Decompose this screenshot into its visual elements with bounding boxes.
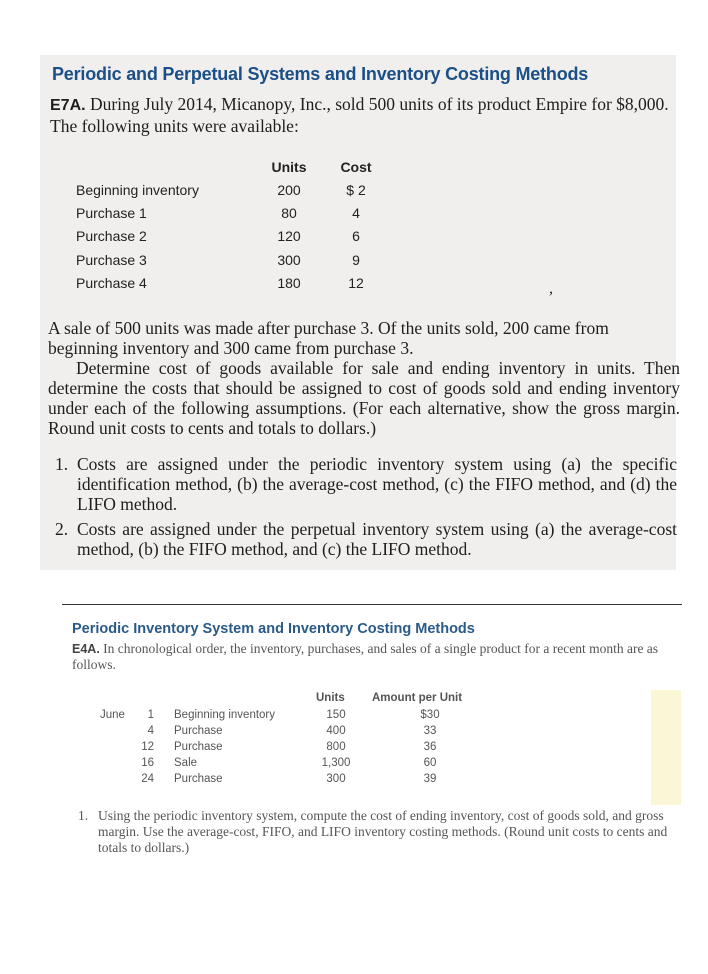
month-label: June [100, 709, 125, 721]
requirement-1 [55, 454, 677, 514]
row-amount: 39 [423, 773, 437, 785]
table-row [76, 272, 388, 295]
requirement-text: Costs are assigned under the periodic inventory system using (a) the specific identification method, (b) the average-cost method, (c) the FIFO method, and (d) the LIFO method. [77, 454, 677, 514]
section-title-bottom: Periodic Inventory System and Inventory Costing Methods [72, 621, 475, 637]
requirement-number: 2. [55, 519, 69, 539]
cost-header: Cost [340, 159, 372, 175]
exercise-label-e4a: E4A. [72, 642, 100, 656]
exercise-label-e7a: E7A. [50, 97, 86, 114]
row-day: 1 [147, 709, 154, 721]
exercise-intro-bottom [72, 641, 677, 673]
highlight-strip [651, 690, 681, 805]
table-row [72, 709, 532, 725]
row-units: 300 [277, 251, 301, 268]
stray-mark: , [549, 280, 553, 297]
row-cost: 6 [352, 228, 360, 245]
section-divider [62, 604, 682, 605]
exercise-intro-top [50, 94, 680, 136]
requirement-bottom [78, 808, 674, 856]
row-day: 24 [141, 773, 154, 785]
table-row [76, 201, 388, 224]
table-row [72, 741, 532, 757]
requirement-text: Using the periodic inventory system, compute the cost of ending inventory, cost of goods sold, and gross margin. Use the average-cost, FIFO, and LIFO inventory costing methods. (Round unit costs to cents and totals to dollars.) [98, 808, 668, 855]
row-units: 80 [281, 205, 297, 222]
row-units: 800 [326, 741, 346, 753]
row-desc: Sale [174, 757, 198, 769]
instructions-paragraph: Determine cost of goods available for sale and ending inventory in units. Then determine the costs that should be assigned to cost of goods sold and ending inventory under each of the following assumptions. (For each alternative, show the gross margin. Round unit costs to cents and totals to dollars.) [48, 358, 680, 438]
section-title-top: Periodic and Perpetual Systems and Inventory Costing Methods [52, 64, 589, 84]
row-amount: 33 [423, 725, 437, 737]
table-row [72, 773, 532, 789]
intro-text-bottom: In chronological order, the inventory, purchases, and sales of a single product for a recent month are as follows. [72, 641, 659, 672]
table-row [76, 225, 388, 248]
row-units: 120 [277, 228, 301, 245]
row-cost: 4 [352, 205, 360, 222]
row-units: 150 [326, 709, 346, 721]
amount-header: Amount per Unit [372, 692, 463, 704]
row-label: Purchase 3 [76, 251, 147, 268]
requirement-text: Costs are assigned under the perpetual inventory system using (a) the average-cost method, (b) the FIFO method, and (c) the LIFO method. [77, 519, 677, 559]
table-row [76, 178, 388, 201]
row-units: 180 [277, 275, 301, 292]
requirement-number: 1. [55, 454, 69, 474]
row-amount: $30 [420, 709, 440, 721]
intro-text-top: During July 2014, Micanopy, Inc., sold 500 units of its product Empire for $8,000. The following units were available: [50, 94, 669, 136]
row-units: 1,300 [321, 757, 351, 769]
row-cost: $ 2 [346, 181, 366, 198]
row-cost: 12 [348, 275, 364, 292]
requirement-2 [55, 519, 677, 559]
row-desc: Purchase [174, 741, 223, 753]
units-cost-table [76, 156, 388, 295]
row-amount: 36 [423, 741, 437, 753]
row-label: Purchase 1 [76, 205, 147, 222]
table-row [72, 757, 532, 773]
row-label: Purchase 2 [76, 228, 147, 245]
row-desc: Purchase [174, 773, 223, 785]
row-units: 200 [277, 181, 301, 198]
row-desc: Purchase [174, 725, 223, 737]
sale-paragraph: A sale of 500 units was made after purchase 3. Of the units sold, 200 came from beginning inventory and 300 came from purchase 3. [48, 318, 609, 358]
row-day: 12 [141, 741, 154, 753]
row-desc: Beginning inventory [174, 709, 276, 721]
table-row [72, 725, 532, 741]
units-header: Units [271, 159, 307, 175]
units-header: Units [316, 692, 345, 704]
row-cost: 9 [352, 251, 360, 268]
table-row [76, 248, 388, 271]
row-day: 16 [141, 757, 154, 769]
row-units: 300 [326, 773, 346, 785]
row-label: Purchase 4 [76, 275, 147, 292]
row-units: 400 [326, 725, 346, 737]
row-amount: 60 [423, 757, 437, 769]
requirement-number: 1. [78, 808, 89, 823]
row-day: 4 [147, 725, 154, 737]
row-label: Beginning inventory [76, 181, 199, 198]
